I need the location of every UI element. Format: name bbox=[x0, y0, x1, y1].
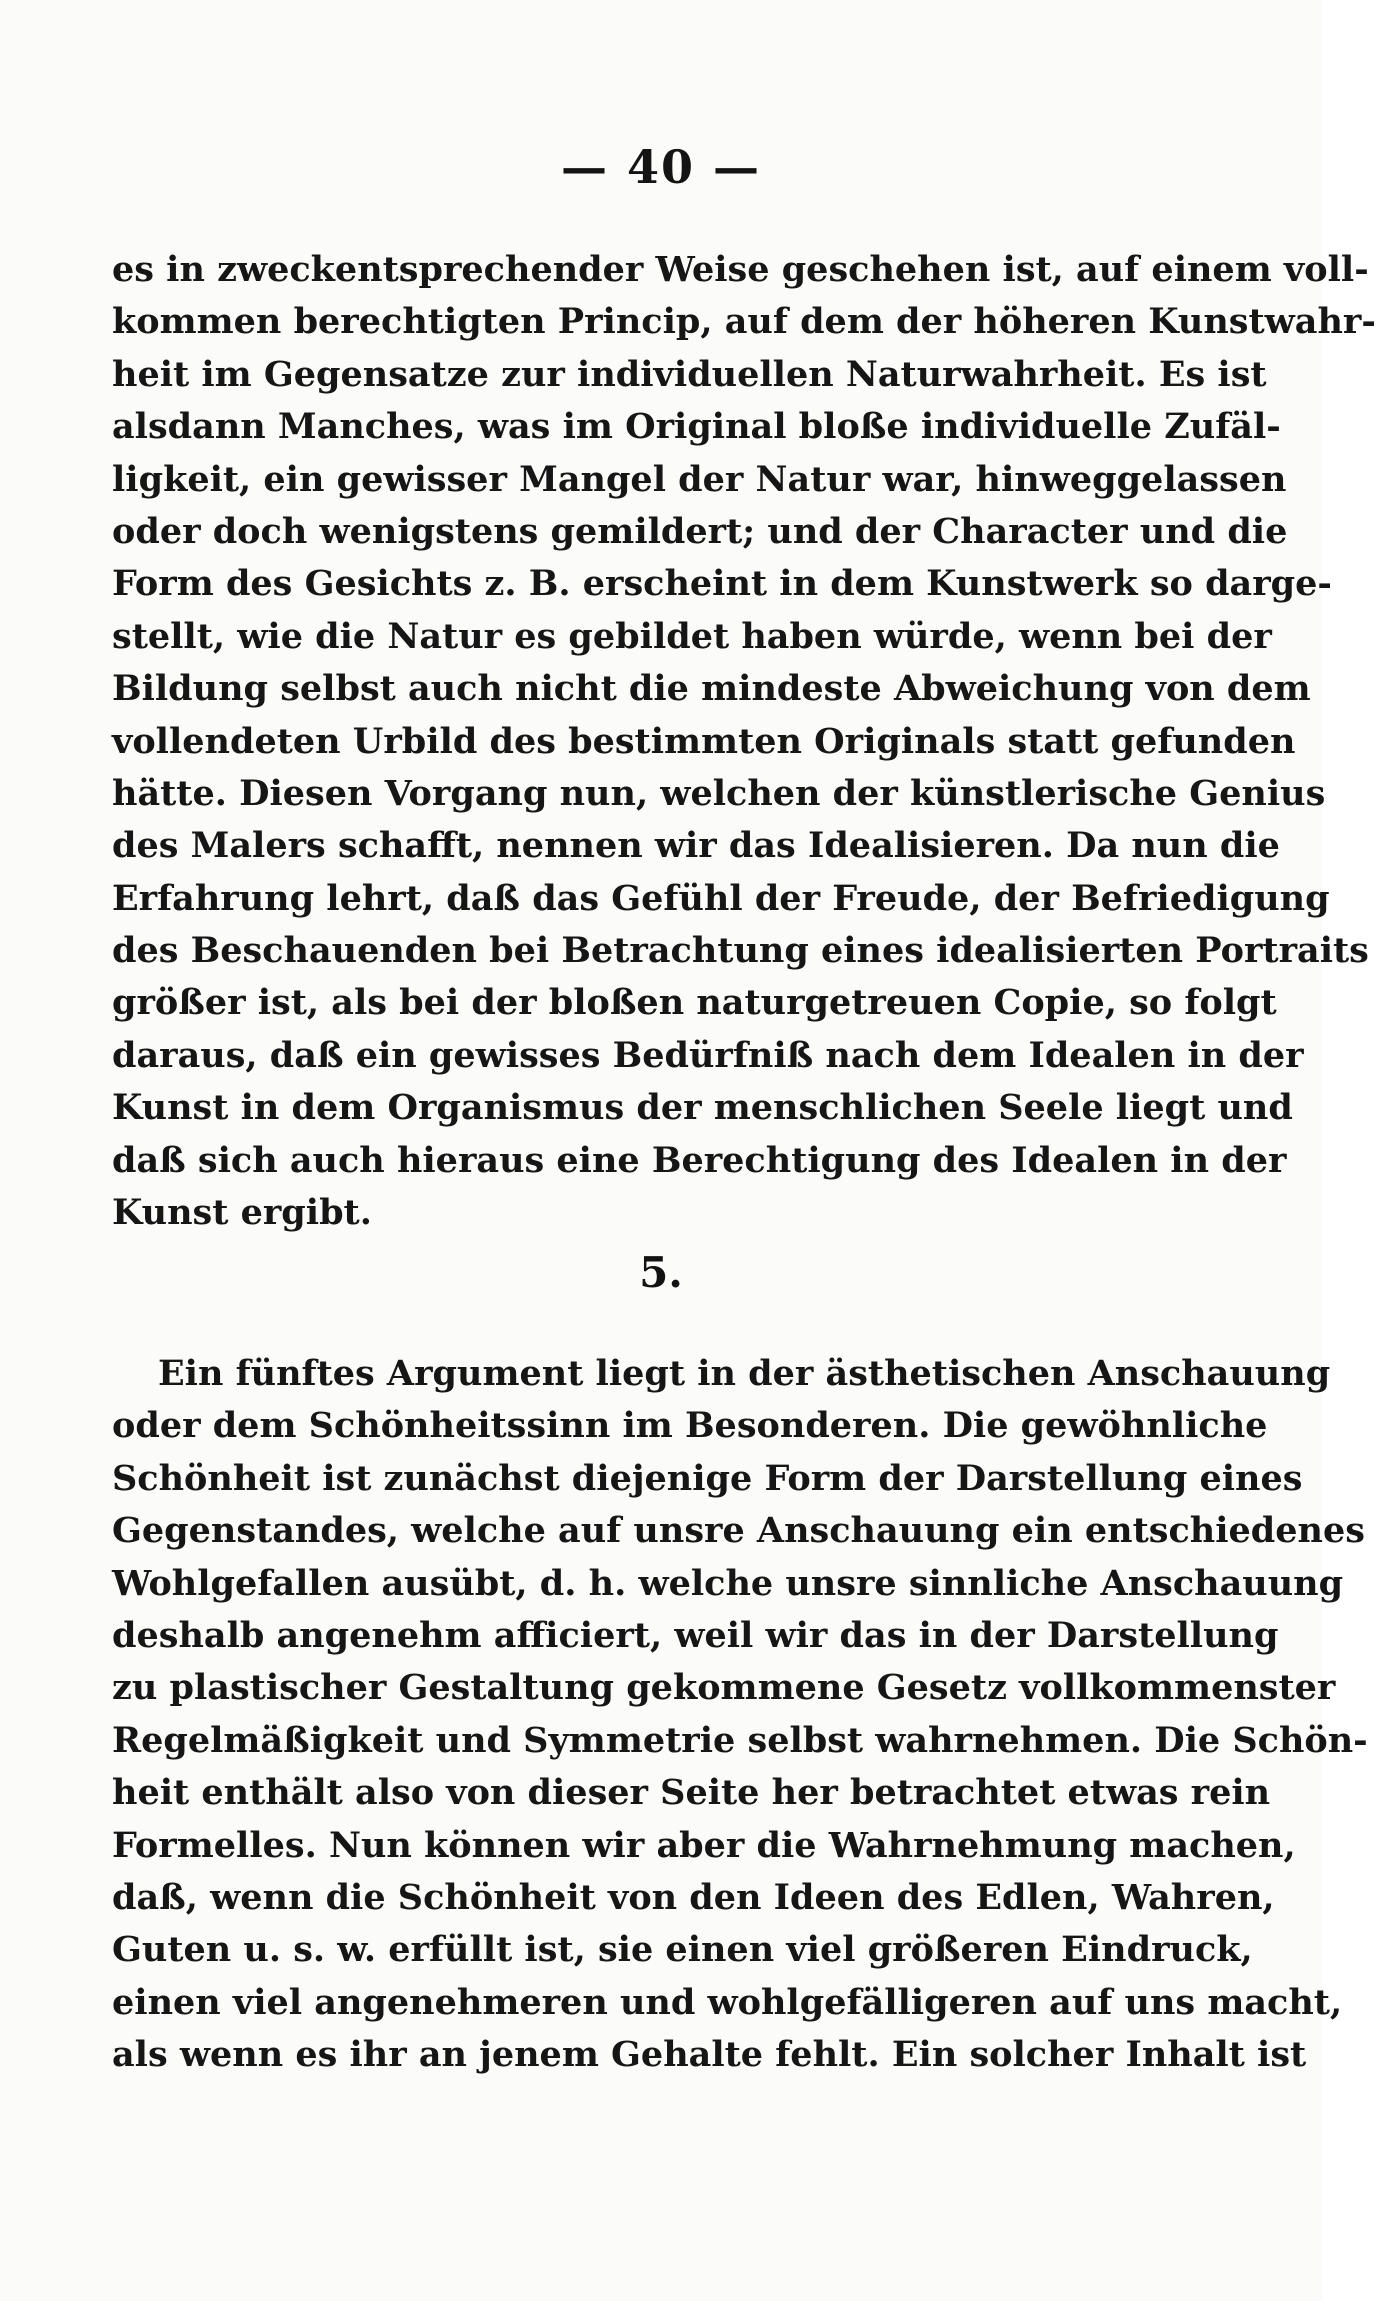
text-line: kommen berechtigten Princip, auf dem der höheren Kunstwahr- bbox=[112, 301, 1376, 343]
text-line: Schönheit ist zunächst diejenige Form der Darstellung eines bbox=[112, 1457, 1303, 1499]
text-line: Gegenstandes, welche auf unsre Anschauung ein entschiedenes bbox=[112, 1510, 1365, 1552]
paragraph-1 bbox=[112, 244, 1376, 1239]
text-line: des Malers schafft, nennen wir das Idealisieren. Da nun die bbox=[112, 825, 1280, 867]
text-line: des Beschauenden bei Betrachtung eines idealisierten Portraits bbox=[112, 930, 1369, 972]
text-line: Regelmäßigkeit und Symmetrie selbst wahrnehmen. Die Schön- bbox=[112, 1719, 1368, 1761]
text-line: zu plastischer Gestaltung gekommene Gesetz vollkommenster bbox=[112, 1667, 1336, 1709]
text-line: Erfahrung lehrt, daß das Gefühl der Freude, der Befriedigung bbox=[112, 877, 1330, 919]
page-number: — 40 — bbox=[560, 140, 762, 194]
text-line: Form des Gesichts z. B. erscheint in dem Kunstwerk so darge- bbox=[112, 563, 1332, 605]
text-line: vollendeten Urbild des bestimmten Originals statt gefunden bbox=[112, 720, 1296, 762]
text-line: Guten u. s. w. erfüllt ist, sie einen viel größeren Eindruck, bbox=[112, 1929, 1253, 1971]
text-line: einen viel angenehmeren und wohlgefälligeren auf uns macht, bbox=[112, 1981, 1343, 2023]
section-number: 5. bbox=[639, 1248, 683, 1297]
text-line: Bildung selbst auch nicht die mindeste Abweichung von dem bbox=[112, 668, 1311, 710]
text-line: Kunst ergibt. bbox=[112, 1192, 372, 1234]
text-line: oder doch wenigstens gemildert; und der Character und die bbox=[112, 510, 1288, 552]
text-line: hätte. Diesen Vorgang nun, welchen der künstlerische Genius bbox=[112, 772, 1326, 814]
text-line: stellt, wie die Natur es gebildet haben würde, wenn bei der bbox=[112, 615, 1272, 657]
paragraph-2 bbox=[112, 1348, 1368, 2081]
text-line: oder dem Schönheitssinn im Besonderen. Die gewöhnliche bbox=[112, 1405, 1268, 1447]
text-line: Wohlgefallen ausübt, d. h. welche unsre sinnliche Anschauung bbox=[112, 1562, 1344, 1604]
text-line: Formelles. Nun können wir aber die Wahrnehmung machen, bbox=[112, 1824, 1296, 1866]
text-line: daß, wenn die Schönheit von den Ideen des Edlen, Wahren, bbox=[112, 1876, 1275, 1918]
text-line: ligkeit, ein gewisser Mangel der Natur war, hinweggelassen bbox=[112, 458, 1287, 500]
text-line: als wenn es ihr an jenem Gehalte fehlt. Ein solcher Inhalt ist bbox=[112, 2034, 1307, 2076]
text-line: Ein fünftes Argument liegt in der ästhetischen Anschauung bbox=[158, 1353, 1331, 1394]
text-line: daß sich auch hieraus eine Berechtigung des Idealen in der bbox=[112, 1139, 1287, 1181]
text-line: heit im Gegensatze zur individuellen Naturwahrheit. Es ist bbox=[112, 353, 1267, 395]
text-line: alsdann Manches, was im Original bloße individuelle Zufäl- bbox=[112, 406, 1281, 448]
text-line: größer ist, als bei der bloßen naturgetreuen Copie, so folgt bbox=[112, 982, 1277, 1024]
text-line: deshalb angenehm afficiert, weil wir das in der Darstellung bbox=[112, 1614, 1279, 1656]
text-line: Kunst in dem Organismus der menschlichen Seele liegt und bbox=[112, 1087, 1293, 1129]
text-line: es in zweckentsprechender Weise geschehen ist, auf einem voll- bbox=[112, 249, 1369, 290]
text-line: heit enthält also von dieser Seite her betrachtet etwas rein bbox=[112, 1772, 1271, 1814]
text-line: daraus, daß ein gewisses Bedürfniß nach dem Idealen in der bbox=[112, 1034, 1304, 1076]
